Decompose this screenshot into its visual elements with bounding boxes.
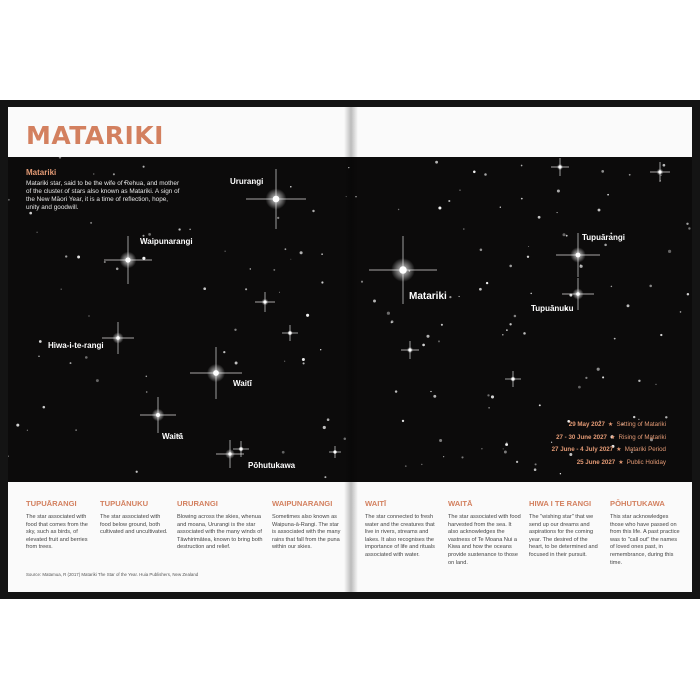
label-tupuarangi: Tupuārangi xyxy=(582,233,625,242)
bright-star xyxy=(190,347,242,399)
background-star xyxy=(629,174,631,176)
background-star xyxy=(321,253,323,255)
column-heading: WAITĀ xyxy=(448,499,473,508)
background-star xyxy=(459,190,460,191)
star-icon: ★ xyxy=(607,421,614,428)
background-star xyxy=(38,356,40,358)
background-star xyxy=(39,340,42,343)
label-waipunarangi: Waipunarangi xyxy=(140,237,193,246)
background-star xyxy=(481,448,482,449)
background-star xyxy=(688,227,690,229)
background-star xyxy=(516,461,518,463)
background-star xyxy=(96,379,99,382)
background-star xyxy=(430,391,431,392)
background-star xyxy=(503,448,504,449)
background-star xyxy=(560,473,561,474)
column-heading: HIWA I TE RANGI xyxy=(529,499,592,508)
background-star xyxy=(649,285,652,288)
bright-star xyxy=(255,292,275,312)
background-star xyxy=(116,268,119,271)
background-star xyxy=(113,173,115,175)
background-star xyxy=(686,223,688,225)
column-heading: TUPUĀRANGI xyxy=(26,499,77,508)
background-star xyxy=(245,288,247,290)
column-hiwa-i-te-rangi xyxy=(529,499,603,560)
background-star xyxy=(16,424,19,427)
intro-heading: Matariki xyxy=(26,168,57,177)
label-pohutukawa: Pōhutukawa xyxy=(248,461,296,470)
background-star xyxy=(235,362,238,365)
bright-star xyxy=(401,341,419,359)
background-star xyxy=(136,471,138,473)
background-star xyxy=(189,229,190,230)
background-star xyxy=(8,199,10,201)
background-star xyxy=(638,380,640,382)
background-star xyxy=(234,329,236,331)
background-star xyxy=(602,376,604,378)
background-star xyxy=(422,344,425,347)
background-star xyxy=(438,340,440,342)
background-star xyxy=(504,451,507,454)
column-waita xyxy=(448,499,522,567)
date-row: 29 May 2027 ★ Setting of Matariki xyxy=(568,421,666,428)
background-star xyxy=(395,390,397,392)
background-star xyxy=(402,420,404,422)
column-text: The star associated with food harvested from the sea. It also acknowledges the vastness of Te Moana Nui a Kiwa and how the oceans provide sustenance to those on land. xyxy=(448,514,521,566)
bright-star xyxy=(140,397,176,433)
background-star xyxy=(530,293,532,295)
background-star xyxy=(459,296,460,297)
background-star xyxy=(443,456,444,457)
background-star xyxy=(302,358,305,361)
background-star xyxy=(491,395,494,398)
background-star xyxy=(290,186,292,188)
column-ururangi xyxy=(177,499,263,552)
background-star xyxy=(500,207,501,208)
background-star xyxy=(284,361,285,362)
bright-star xyxy=(650,162,670,182)
background-star xyxy=(273,269,275,271)
background-star xyxy=(534,468,537,471)
background-star xyxy=(143,166,145,168)
column-heading: TUPUĀNUKU xyxy=(100,499,149,508)
background-star xyxy=(627,304,630,307)
background-star xyxy=(104,261,106,263)
star-icon: ★ xyxy=(609,433,616,441)
column-text: The "wishing star" that we send up our dreams and aspirations for the coming year. The desired of the heart, to be determined and focused in their pursuit. xyxy=(529,514,598,558)
background-star xyxy=(320,349,321,350)
source-citation: Source: Matamua, R (2017) Matariki The Star of the Year. Huia Publishers, New Zealand xyxy=(26,572,199,577)
background-star xyxy=(521,198,523,200)
background-star xyxy=(361,281,363,283)
background-star xyxy=(225,251,226,252)
bright-star xyxy=(505,371,521,387)
background-star xyxy=(70,362,72,364)
background-star xyxy=(323,426,326,429)
label-waita: Waitā xyxy=(162,432,184,441)
background-star xyxy=(373,300,376,303)
background-star xyxy=(502,334,504,336)
column-heading: URURANGI xyxy=(177,499,218,508)
background-star xyxy=(505,443,508,446)
background-star xyxy=(43,406,46,409)
background-star xyxy=(680,311,682,313)
background-star xyxy=(148,233,151,236)
background-star xyxy=(277,217,279,219)
background-star xyxy=(523,332,526,335)
background-star xyxy=(601,170,604,173)
background-star xyxy=(473,171,476,174)
background-star xyxy=(598,209,601,212)
background-star xyxy=(250,268,251,269)
background-star xyxy=(528,246,529,247)
background-star xyxy=(36,232,37,233)
background-star xyxy=(27,430,28,431)
background-star xyxy=(387,312,390,315)
background-star xyxy=(438,206,441,209)
bright-star xyxy=(102,322,134,354)
bright-star xyxy=(233,441,249,457)
column-text: Sometimes also known as Waipuna-ā-Rangi. The star is associated with the many rains that fall from the puna within our skies. xyxy=(272,514,341,551)
background-star xyxy=(391,320,394,323)
background-star xyxy=(405,465,407,467)
background-star xyxy=(479,288,482,291)
column-heading: WAITĪ xyxy=(365,499,387,508)
bright-star xyxy=(551,158,569,176)
intro-text: Matariki star, said to be the wife of Rehua, and mother of the cluster of stars also known as Matariki. A sign of the New Māori Year, it is a time of reflection, hope, unity and goodwill. xyxy=(26,180,180,211)
background-star xyxy=(509,323,511,325)
background-star xyxy=(487,394,489,396)
background-star xyxy=(687,293,689,295)
column-tupuarangi xyxy=(26,499,94,552)
background-star xyxy=(557,189,560,192)
background-star xyxy=(463,228,465,230)
column-text: This star acknowledges those who have passed on from this life. A past practice was to "call out" the names of loved ones past, in remembrance, during this time. xyxy=(610,514,680,566)
star-icon: ★ xyxy=(616,446,622,453)
background-star xyxy=(146,376,148,378)
background-star xyxy=(580,265,583,268)
background-star xyxy=(578,386,581,389)
background-star xyxy=(324,476,326,478)
background-star xyxy=(506,329,508,331)
bright-star xyxy=(282,325,298,341)
background-star xyxy=(146,391,148,393)
background-star xyxy=(486,282,488,284)
background-star xyxy=(480,249,483,252)
column-heading: PŌHUTUKAWA xyxy=(610,499,665,508)
background-star xyxy=(306,314,309,317)
background-star xyxy=(448,200,450,202)
background-star xyxy=(604,244,607,247)
background-star xyxy=(435,161,438,164)
background-star xyxy=(90,222,92,224)
background-star xyxy=(61,289,62,290)
background-star xyxy=(655,384,656,385)
label-hiwa-i-te-rangi: Hiwa-i-te-rangi xyxy=(48,341,104,350)
background-star xyxy=(566,235,568,237)
background-star xyxy=(660,334,662,336)
column-text: The star associated with food below ground, both cultivated and uncultivated. xyxy=(100,514,168,536)
background-star xyxy=(426,335,429,338)
background-star xyxy=(93,174,94,175)
column-waiti xyxy=(365,499,437,560)
label-matariki: Matariki xyxy=(409,291,447,302)
page-gutter xyxy=(344,107,358,592)
background-star xyxy=(557,212,558,213)
background-star xyxy=(290,259,291,260)
background-star xyxy=(59,157,61,159)
background-star xyxy=(439,439,442,442)
background-star xyxy=(65,255,67,257)
background-star xyxy=(433,395,436,398)
background-star xyxy=(668,250,671,253)
background-star xyxy=(509,265,512,268)
background-star xyxy=(303,362,305,364)
background-star xyxy=(441,324,443,326)
column-tupuanuku xyxy=(100,499,168,537)
background-star xyxy=(75,429,77,431)
background-star xyxy=(597,368,600,371)
background-star xyxy=(203,287,206,290)
page-title: MATARIKI xyxy=(26,121,164,150)
background-star xyxy=(563,233,566,236)
column-text: The star connected to fresh water and the creatures that live in rivers, streams and lakes. It also recognises the importance of life and rituals associated with water. xyxy=(365,514,435,558)
background-star xyxy=(223,351,225,353)
background-star xyxy=(398,209,399,210)
background-star xyxy=(535,463,537,465)
background-star xyxy=(421,464,422,465)
bright-star xyxy=(329,446,341,458)
date-row: 27 - 30 June 2027 ★ Rising of Matariki xyxy=(556,433,666,441)
background-star xyxy=(484,173,487,176)
background-star xyxy=(663,164,666,167)
background-star xyxy=(89,316,90,317)
label-waiti: Waitī xyxy=(233,379,252,388)
column-waipunarangi xyxy=(272,499,342,552)
date-row: 25 June 2027 ★ Public Holiday xyxy=(576,458,666,466)
background-star xyxy=(607,194,609,196)
background-star xyxy=(614,338,616,340)
background-star xyxy=(527,256,529,258)
background-star xyxy=(8,455,9,457)
background-star xyxy=(279,292,280,293)
bright-star xyxy=(216,440,244,468)
date-row: 27 June - 4 July 2027 ★ Matariki Period xyxy=(551,446,666,453)
star-icon: ★ xyxy=(618,458,624,466)
book-spread xyxy=(8,107,692,592)
background-star xyxy=(449,296,451,298)
label-tupuanuku: Tupuānuku xyxy=(531,304,574,313)
background-star xyxy=(142,257,145,260)
background-star xyxy=(178,228,180,230)
background-star xyxy=(611,286,613,288)
background-star xyxy=(327,418,330,421)
background-star xyxy=(321,281,323,283)
background-star xyxy=(521,165,523,167)
column-pohutukawa xyxy=(610,499,680,567)
background-star xyxy=(300,251,303,254)
background-star xyxy=(312,210,314,212)
background-star xyxy=(488,407,490,409)
label-ururangi: Ururangi xyxy=(230,177,264,186)
column-text: The star associated with food that comes from the sky, such as birds, of elevated fruit and berries from trees. xyxy=(26,514,88,551)
background-star xyxy=(461,456,463,458)
background-star xyxy=(514,315,517,318)
matariki-dates xyxy=(552,419,666,469)
background-star xyxy=(77,256,80,259)
background-star xyxy=(29,212,32,215)
column-text: Blowing across the skies, whenua and moana, Ururangi is the star associated with the many winds of Tāwhirimātea, known to bring both destruction and relief. xyxy=(177,514,263,551)
background-star xyxy=(633,416,635,418)
background-star xyxy=(538,216,541,219)
background-star xyxy=(285,248,287,250)
background-star xyxy=(282,451,285,454)
background-star xyxy=(85,356,88,359)
background-star xyxy=(506,442,507,443)
column-heading: WAIPUNARANGI xyxy=(272,499,333,508)
background-star xyxy=(585,377,587,379)
background-star xyxy=(539,404,541,406)
